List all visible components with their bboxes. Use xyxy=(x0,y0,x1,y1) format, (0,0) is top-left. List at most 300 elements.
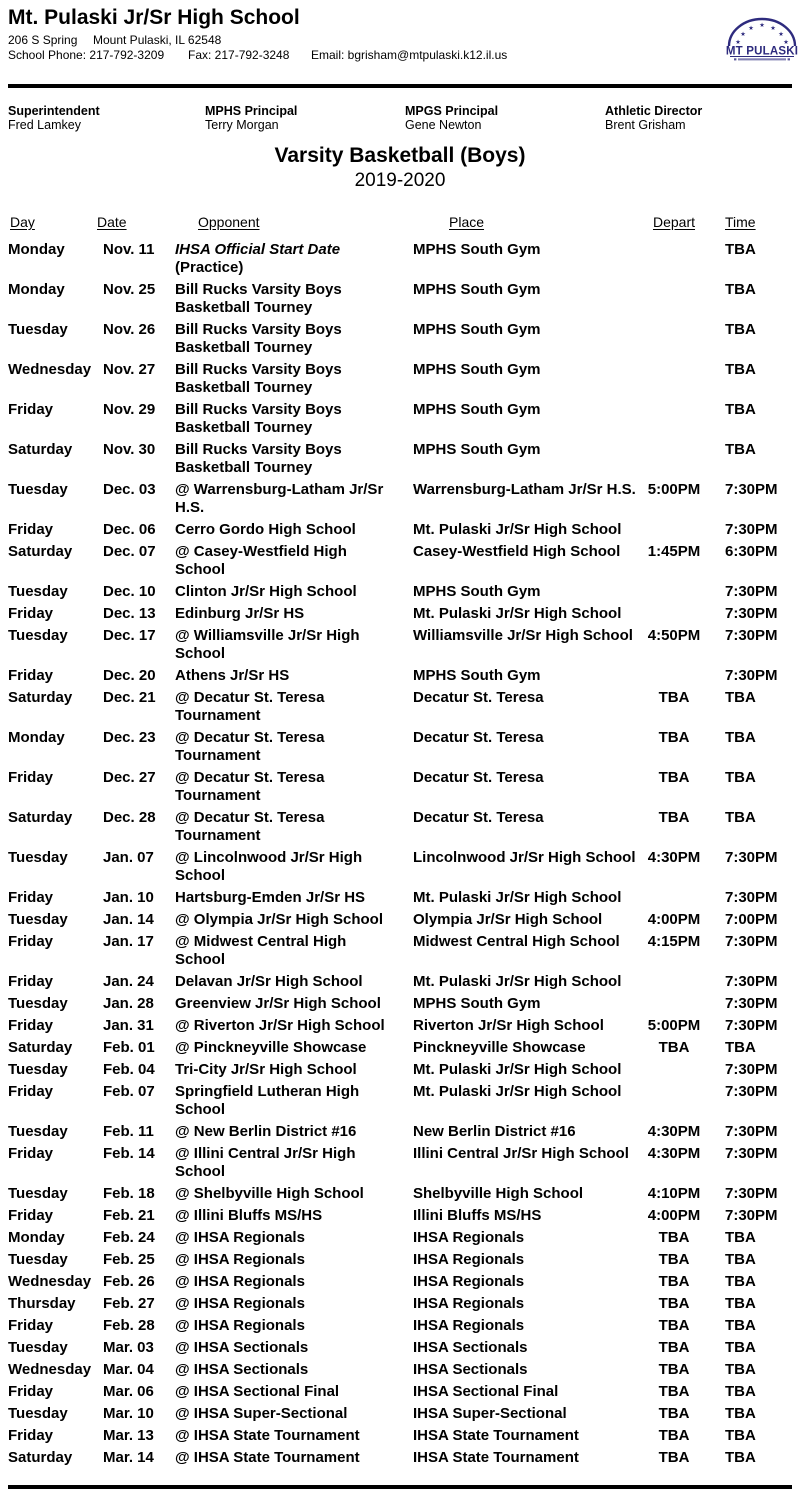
schedule-row xyxy=(8,481,792,521)
cell-day: Friday xyxy=(8,521,54,538)
opponent-text: @ IHSA State Tournament xyxy=(175,1427,360,1444)
cell-opponent xyxy=(175,583,413,605)
cell-day: Tuesday xyxy=(8,481,68,498)
official-name: Fred Lamkey xyxy=(8,118,81,132)
schedule-row xyxy=(8,1039,792,1061)
cell-opponent xyxy=(175,401,413,441)
schedule-row xyxy=(8,1339,792,1361)
cell-depart: TBA xyxy=(658,1361,690,1378)
cell-depart xyxy=(638,321,710,361)
cell-time: TBA xyxy=(725,241,756,258)
cell-day: Friday xyxy=(8,933,54,950)
cell-day: Monday xyxy=(8,1229,65,1246)
official-athletic-director xyxy=(605,104,702,132)
column-header-place: Place xyxy=(449,214,485,230)
cell-day: Friday xyxy=(8,973,54,990)
cell-date: Nov. 11 xyxy=(103,241,155,258)
cell-place: Warrensburg-Latham Jr/Sr H.S. xyxy=(413,481,636,498)
opponent-text: @ Midwest Central High School xyxy=(175,933,347,968)
cell-opponent xyxy=(175,849,413,889)
cell-depart: TBA xyxy=(658,1229,690,1246)
opponent-text: @ IHSA Sectional Final xyxy=(175,1383,340,1400)
cell-opponent xyxy=(175,1295,413,1317)
cell-time: TBA xyxy=(725,1405,756,1422)
cell-day: Tuesday xyxy=(8,1123,68,1140)
cell-date: Dec. 17 xyxy=(103,627,156,644)
schedule-row xyxy=(8,729,792,769)
address-city: Mount Pulaski, IL 62548 xyxy=(93,33,222,47)
schedule-row xyxy=(8,583,792,605)
cell-date: Dec. 21 xyxy=(103,689,156,706)
opponent-text: @ IHSA Regionals xyxy=(175,1251,305,1268)
opponent-text: Athens Jr/Sr HS xyxy=(175,667,290,684)
opponent-text: @ IHSA State Tournament xyxy=(175,1449,360,1466)
cell-day: Tuesday xyxy=(8,849,68,866)
cell-place: Illini Bluffs MS/HS xyxy=(413,1207,542,1224)
cell-date: Feb. 21 xyxy=(103,1207,155,1224)
cell-depart: TBA xyxy=(658,769,690,786)
opponent-text-line2: School xyxy=(175,1101,226,1118)
opponent-text: @ Pinckneyville Showcase xyxy=(175,1039,367,1056)
cell-day: Tuesday xyxy=(8,321,68,338)
cell-date: Nov. 26 xyxy=(103,321,156,338)
cell-opponent xyxy=(175,241,413,281)
opponent-text-line2: Basketball Tourney xyxy=(175,419,313,436)
cell-day: Wednesday xyxy=(8,1361,92,1378)
cell-time: TBA xyxy=(725,1339,756,1356)
schedule-row xyxy=(8,521,792,543)
opponent-text: @ Lincolnwood Jr/Sr High xyxy=(175,849,363,866)
cell-opponent xyxy=(175,1317,413,1339)
cell-date: Jan. 14 xyxy=(103,911,154,928)
cell-depart: 4:50PM xyxy=(647,627,701,644)
opponent-text: @ IHSA Regionals xyxy=(175,1317,305,1334)
address-street: 206 S Spring xyxy=(8,33,78,47)
cell-day: Saturday xyxy=(8,689,73,706)
schedule-row xyxy=(8,1229,792,1251)
cell-depart: 4:15PM xyxy=(647,933,701,950)
cell-date: Jan. 17 xyxy=(103,933,154,950)
cell-opponent xyxy=(175,911,413,933)
cell-day: Saturday xyxy=(8,441,73,458)
cell-date: Feb. 07 xyxy=(103,1083,155,1100)
opponent-text: @ Olympia Jr/Sr High School xyxy=(175,911,384,928)
cell-place: IHSA Sectional Final xyxy=(413,1383,559,1400)
opponent-text: Clinton Jr/Sr High School xyxy=(175,583,357,600)
cell-place: MPHS South Gym xyxy=(413,361,541,378)
cell-opponent xyxy=(175,1449,413,1471)
cell-time: TBA xyxy=(725,401,756,418)
opponent-text-line2: Basketball Tourney xyxy=(175,379,313,396)
cell-place: IHSA Regionals xyxy=(413,1317,525,1334)
cell-depart: 4:30PM xyxy=(647,1123,701,1140)
cell-time: TBA xyxy=(725,281,756,298)
svg-text:★: ★ xyxy=(783,39,789,46)
cell-depart xyxy=(638,361,710,401)
cell-day: Wednesday xyxy=(8,1273,92,1290)
cell-time: TBA xyxy=(725,1273,756,1290)
official-name: Terry Morgan xyxy=(205,118,279,132)
cell-depart: 5:00PM xyxy=(647,1017,701,1034)
svg-text:★: ★ xyxy=(740,31,746,38)
cell-day: Friday xyxy=(8,1145,54,1162)
cell-time: 7:30PM xyxy=(725,1083,778,1100)
cell-date: Dec. 20 xyxy=(103,667,156,684)
schedule-row xyxy=(8,973,792,995)
cell-date: Feb. 18 xyxy=(103,1185,155,1202)
cell-opponent xyxy=(175,667,413,689)
cell-depart xyxy=(638,889,710,911)
schedule-row xyxy=(8,1083,792,1123)
cell-time: 7:30PM xyxy=(725,933,778,950)
cell-depart: TBA xyxy=(658,809,690,826)
cell-depart: TBA xyxy=(658,1295,690,1312)
cell-time: TBA xyxy=(725,321,756,338)
cell-opponent xyxy=(175,973,413,995)
cell-time: 7:30PM xyxy=(725,521,778,538)
cell-time: TBA xyxy=(725,1317,756,1334)
cell-day: Friday xyxy=(8,1017,54,1034)
cell-place: Decatur St. Teresa xyxy=(413,729,544,746)
cell-depart: TBA xyxy=(658,1273,690,1290)
opponent-text: @ Illini Central Jr/Sr High xyxy=(175,1145,356,1162)
cell-depart: TBA xyxy=(658,1405,690,1422)
cell-time: 7:30PM xyxy=(725,1185,778,1202)
cell-place: MPHS South Gym xyxy=(413,667,541,684)
cell-opponent xyxy=(175,1229,413,1251)
cell-time: 7:30PM xyxy=(725,1123,778,1140)
cell-opponent xyxy=(175,1339,413,1361)
cell-depart: TBA xyxy=(658,689,690,706)
cell-depart: 4:30PM xyxy=(647,1145,701,1162)
footer-divider xyxy=(8,1485,792,1489)
cell-opponent xyxy=(175,1083,413,1123)
cell-day: Tuesday xyxy=(8,627,68,644)
opponent-text-line2: Tournament xyxy=(175,707,261,724)
cell-time: 7:30PM xyxy=(725,1017,778,1034)
cell-time: TBA xyxy=(725,729,756,746)
header-divider xyxy=(8,84,792,88)
cell-place: Mt. Pulaski Jr/Sr High School xyxy=(413,605,622,622)
cell-time: TBA xyxy=(725,1383,756,1400)
column-header-day: Day xyxy=(10,214,35,230)
column-header-opponent: Opponent xyxy=(198,214,260,230)
cell-place: MPHS South Gym xyxy=(413,281,541,298)
schedule-row xyxy=(8,321,792,361)
cell-day: Saturday xyxy=(8,809,73,826)
cell-time: 7:30PM xyxy=(725,849,778,866)
cell-opponent xyxy=(175,1273,413,1295)
cell-day: Thursday xyxy=(8,1295,76,1312)
officials-row xyxy=(8,104,792,136)
cell-time: TBA xyxy=(725,809,756,826)
logo-text: MT PULASKI xyxy=(726,45,798,58)
official-mphs-principal xyxy=(205,104,297,132)
opponent-text-line2: Basketball Tourney xyxy=(175,299,313,316)
cell-depart xyxy=(638,521,710,543)
cell-place: IHSA State Tournament xyxy=(413,1427,579,1444)
cell-depart xyxy=(638,281,710,321)
schedule-row xyxy=(8,667,792,689)
cell-depart: TBA xyxy=(658,1339,690,1356)
schedule-row xyxy=(8,1061,792,1083)
contact-line xyxy=(8,48,792,62)
cell-depart: TBA xyxy=(658,1383,690,1400)
cell-day: Tuesday xyxy=(8,995,68,1012)
cell-place: MPHS South Gym xyxy=(413,583,541,600)
cell-time: TBA xyxy=(725,441,756,458)
cell-day: Wednesday xyxy=(8,361,92,378)
cell-time: 7:30PM xyxy=(725,627,778,644)
cell-depart xyxy=(638,441,710,481)
cell-depart xyxy=(638,1083,710,1123)
cell-opponent xyxy=(175,1207,413,1229)
svg-text:★: ★ xyxy=(748,25,754,32)
schedule-table xyxy=(8,214,792,1471)
cell-place: MPHS South Gym xyxy=(413,321,541,338)
schedule-row xyxy=(8,1273,792,1295)
cell-depart: TBA xyxy=(658,729,690,746)
schedule-row xyxy=(8,995,792,1017)
cell-date: Dec. 23 xyxy=(103,729,156,746)
cell-day: Friday xyxy=(8,769,54,786)
cell-opponent xyxy=(175,361,413,401)
cell-day: Friday xyxy=(8,1317,54,1334)
cell-day: Friday xyxy=(8,889,54,906)
official-title: Superintendent xyxy=(8,104,100,118)
opponent-text: @ Decatur St. Teresa xyxy=(175,769,325,786)
schedule-row xyxy=(8,849,792,889)
school-fax: Fax: 217-792-3248 xyxy=(188,48,290,62)
cell-opponent xyxy=(175,769,413,809)
cell-day: Friday xyxy=(8,1083,54,1100)
schedule-row xyxy=(8,605,792,627)
cell-time: 7:30PM xyxy=(725,995,778,1012)
svg-text:★: ★ xyxy=(735,39,741,46)
cell-day: Monday xyxy=(8,241,65,258)
cell-time: 7:30PM xyxy=(725,973,778,990)
cell-place: IHSA Regionals xyxy=(413,1251,525,1268)
column-header-date: Date xyxy=(97,214,127,230)
school-phone: School Phone: 217-792-3209 xyxy=(8,48,165,62)
cell-day: Saturday xyxy=(8,543,73,560)
cell-date: Nov. 29 xyxy=(103,401,156,418)
opponent-text-line2: School xyxy=(175,1163,226,1180)
cell-day: Friday xyxy=(8,1207,54,1224)
cell-place: IHSA State Tournament xyxy=(413,1449,579,1466)
cell-depart xyxy=(638,583,710,605)
opponent-text: @ Riverton Jr/Sr High School xyxy=(175,1017,385,1034)
cell-time: 7:00PM xyxy=(725,911,778,928)
cell-place: MPHS South Gym xyxy=(413,241,541,258)
cell-place: Shelbyville High School xyxy=(413,1185,584,1202)
cell-day: Saturday xyxy=(8,1039,73,1056)
cell-opponent xyxy=(175,1185,413,1207)
official-title: MPGS Principal xyxy=(405,104,499,118)
cell-date: Feb. 04 xyxy=(103,1061,155,1078)
cell-place: Mt. Pulaski Jr/Sr High School xyxy=(413,1061,622,1078)
cell-date: Dec. 27 xyxy=(103,769,156,786)
schedule-row xyxy=(8,889,792,911)
schedule-row xyxy=(8,809,792,849)
cell-place: Pinckneyville Showcase xyxy=(413,1039,586,1056)
schedule-row xyxy=(8,1295,792,1317)
opponent-text: @ Williamsville Jr/Sr High xyxy=(175,627,360,644)
schedule-row xyxy=(8,281,792,321)
cell-time: TBA xyxy=(725,1039,756,1056)
opponent-text: IHSA Official Start Date xyxy=(175,241,341,258)
svg-text:★: ★ xyxy=(759,22,765,29)
column-header-time: Time xyxy=(725,214,756,230)
cell-time: 7:30PM xyxy=(725,667,778,684)
cell-date: Feb. 01 xyxy=(103,1039,155,1056)
cell-opponent xyxy=(175,933,413,973)
schedule-row xyxy=(8,1449,792,1471)
cell-date: Dec. 28 xyxy=(103,809,156,826)
cell-day: Monday xyxy=(8,729,65,746)
cell-place: Lincolnwood Jr/Sr High School xyxy=(413,849,636,866)
cell-opponent xyxy=(175,809,413,849)
cell-date: Mar. 10 xyxy=(103,1405,154,1422)
cell-opponent xyxy=(175,1427,413,1449)
cell-date: Dec. 07 xyxy=(103,543,156,560)
cell-place: Decatur St. Teresa xyxy=(413,769,544,786)
cell-date: Nov. 30 xyxy=(103,441,156,458)
opponent-text: Bill Rucks Varsity Boys xyxy=(175,361,342,378)
opponent-text: @ IHSA Regionals xyxy=(175,1273,305,1290)
opponent-text: @ Decatur St. Teresa xyxy=(175,689,325,706)
logo-tagline xyxy=(738,58,786,60)
cell-day: Tuesday xyxy=(8,1061,68,1078)
cell-day: Monday xyxy=(8,281,65,298)
cell-place: MPHS South Gym xyxy=(413,401,541,418)
cell-date: Mar. 06 xyxy=(103,1383,154,1400)
cell-opponent xyxy=(175,281,413,321)
cell-time: TBA xyxy=(725,689,756,706)
cell-day: Friday xyxy=(8,605,54,622)
official-title: MPHS Principal xyxy=(205,104,298,118)
opponent-text-line2: H.S. xyxy=(175,499,205,516)
cell-date: Jan. 10 xyxy=(103,889,154,906)
svg-text:★: ★ xyxy=(770,25,776,32)
cell-date: Mar. 13 xyxy=(103,1427,154,1444)
opponent-text-line2: Basketball Tourney xyxy=(175,339,313,356)
cell-date: Dec. 06 xyxy=(103,521,156,538)
schedule-body xyxy=(8,241,792,1471)
cell-date: Feb. 14 xyxy=(103,1145,155,1162)
cell-day: Friday xyxy=(8,1427,54,1444)
cell-date: Nov. 27 xyxy=(103,361,156,378)
cell-date: Feb. 25 xyxy=(103,1251,155,1268)
cell-opponent xyxy=(175,1361,413,1383)
schedule-row xyxy=(8,401,792,441)
cell-place: Illini Central Jr/Sr High School xyxy=(413,1145,629,1162)
cell-opponent xyxy=(175,1039,413,1061)
cell-day: Tuesday xyxy=(8,1251,68,1268)
opponent-text: @ IHSA Sectionals xyxy=(175,1361,309,1378)
schedule-row xyxy=(8,1251,792,1273)
cell-date: Jan. 28 xyxy=(103,995,154,1012)
cell-opponent xyxy=(175,441,413,481)
cell-day: Tuesday xyxy=(8,1405,68,1422)
cell-depart: 4:10PM xyxy=(647,1185,701,1202)
cell-time: 7:30PM xyxy=(725,1207,778,1224)
cell-opponent xyxy=(175,321,413,361)
cell-depart: TBA xyxy=(658,1251,690,1268)
cell-opponent xyxy=(175,1405,413,1427)
address-line xyxy=(8,33,792,47)
schedule-row xyxy=(8,1383,792,1405)
opponent-text: @ Casey-Westfield High School xyxy=(175,543,347,578)
cell-depart xyxy=(638,401,710,441)
cell-depart: TBA xyxy=(658,1039,690,1056)
schedule-row xyxy=(8,1017,792,1039)
cell-time: TBA xyxy=(725,1295,756,1312)
opponent-text: Tri-City Jr/Sr High School xyxy=(175,1061,357,1078)
cell-day: Friday xyxy=(8,401,54,418)
cell-time: 7:30PM xyxy=(725,1145,778,1162)
cell-opponent xyxy=(175,889,413,911)
schedule-row xyxy=(8,1361,792,1383)
cell-date: Feb. 26 xyxy=(103,1273,155,1290)
schedule-row xyxy=(8,1145,792,1185)
opponent-text-line2: School xyxy=(175,645,226,662)
schedule-row xyxy=(8,1123,792,1145)
cell-time: 7:30PM xyxy=(725,481,778,498)
opponent-text-line2: Tournament xyxy=(175,747,261,764)
opponent-text: @ IHSA Regionals xyxy=(175,1229,305,1246)
cell-day: Friday xyxy=(8,1383,54,1400)
schedule-row xyxy=(8,543,792,583)
cell-depart xyxy=(638,973,710,995)
cell-time: 7:30PM xyxy=(725,583,778,600)
cell-place: MPHS South Gym xyxy=(413,441,541,458)
opponent-text: @ IHSA Sectionals xyxy=(175,1339,309,1356)
cell-date: Feb. 11 xyxy=(103,1123,154,1140)
opponent-text: Cerro Gordo High School xyxy=(175,521,356,538)
schedule-row xyxy=(8,1185,792,1207)
official-title: Athletic Director xyxy=(605,104,703,118)
opponent-text: @ IHSA Super-Sectional xyxy=(175,1405,348,1422)
cell-opponent xyxy=(175,481,413,521)
opponent-text: Bill Rucks Varsity Boys xyxy=(175,401,342,418)
cell-opponent xyxy=(175,1123,413,1145)
cell-place: Mt. Pulaski Jr/Sr High School xyxy=(413,1083,622,1100)
cell-day: Saturday xyxy=(8,1449,73,1466)
opponent-text: Greenview Jr/Sr High School xyxy=(175,995,381,1012)
cell-place: Decatur St. Teresa xyxy=(413,689,544,706)
cell-place: Williamsville Jr/Sr High School xyxy=(413,627,633,644)
school-logo xyxy=(726,16,798,62)
cell-place: Mt. Pulaski Jr/Sr High School xyxy=(413,889,622,906)
svg-text:★: ★ xyxy=(778,31,784,38)
cell-place: Mt. Pulaski Jr/Sr High School xyxy=(413,521,622,538)
cell-time: TBA xyxy=(725,769,756,786)
opponent-text: Bill Rucks Varsity Boys xyxy=(175,321,342,338)
cell-day: Tuesday xyxy=(8,911,68,928)
cell-date: Jan. 31 xyxy=(103,1017,154,1034)
cell-opponent xyxy=(175,729,413,769)
cell-depart xyxy=(638,241,710,281)
cell-time: TBA xyxy=(725,1449,756,1466)
cell-opponent xyxy=(175,995,413,1017)
official-superintendent xyxy=(8,104,100,132)
cell-place: IHSA Sectionals xyxy=(413,1361,528,1378)
cell-date: Dec. 13 xyxy=(103,605,156,622)
cell-date: Mar. 14 xyxy=(103,1449,154,1466)
opponent-text: Edinburg Jr/Sr HS xyxy=(175,605,305,622)
cell-date: Jan. 07 xyxy=(103,849,154,866)
